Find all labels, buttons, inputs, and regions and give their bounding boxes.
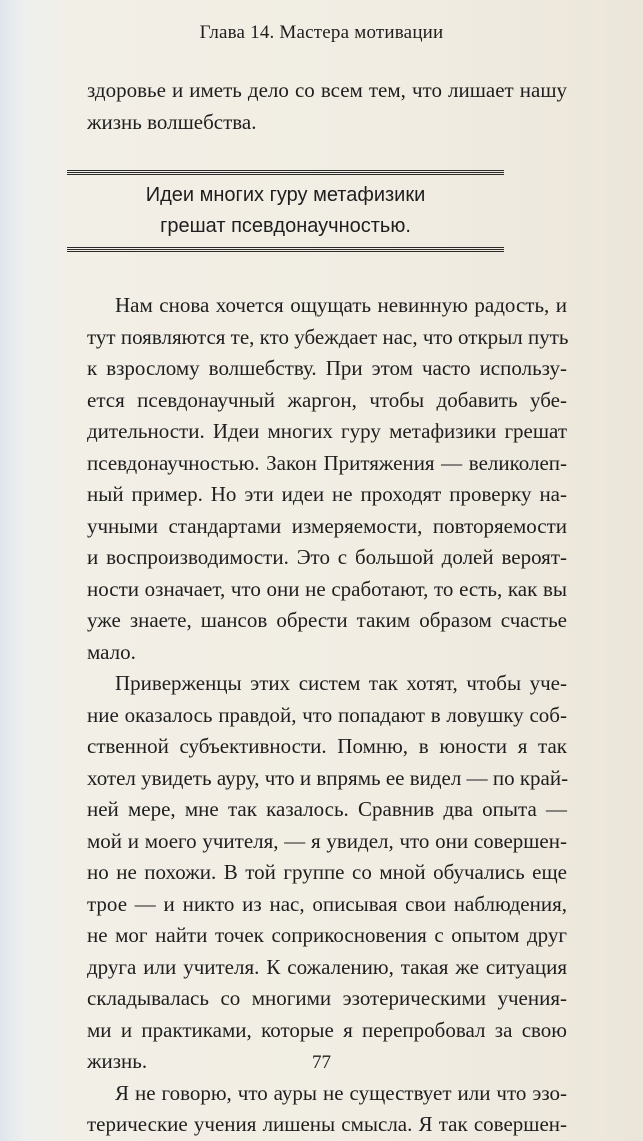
text-line: ный пример. Но эти идеи не проходят проверку на- <box>87 482 567 506</box>
page-number: 77 <box>312 1052 331 1073</box>
text-line: Нам снова хочется ощущать невинную радость, и <box>115 293 567 317</box>
text-line: жизнь. <box>87 1049 148 1073</box>
text-line: терические учения лишены смысла. Я так совершен- <box>87 1112 567 1136</box>
text-line: псевдонаучностью. Закон Притяжения — великолеп- <box>87 450 567 475</box>
text-line: дительности. Идеи многих гуру метафизики грешат <box>87 419 567 443</box>
text-line: хотел увидеть ауру, что и впрямь ее видел — по край- <box>87 765 569 790</box>
text-line: ности означает, что они не сработают, то есть, как вы <box>87 576 567 601</box>
text-line: мало. <box>87 639 136 664</box>
text-line: складывалась со многими эзотерическими учения- <box>87 986 567 1010</box>
text-line: здоровье и иметь дело со всем тем, что лишает нашу <box>87 78 567 102</box>
pull-quote-line: Идеи многих гуру метафизики <box>145 184 426 206</box>
text-line: и воспроизводимости. Это с большой долей вероят- <box>87 545 567 569</box>
text-line: тут появляются те, кто убеждает нас, что открыл путь <box>87 324 569 349</box>
running-head: Глава 14. Мастера мотивации <box>199 22 444 43</box>
pull-quote <box>67 180 504 242</box>
text-line: Я не говорю, что ауры не существует или что эзо- <box>115 1080 567 1105</box>
body-text <box>87 290 567 1141</box>
text-line: друга или учителя. К сожалению, такая же ситуация <box>87 954 567 979</box>
text-line: ется псевдонаучный жаргон, чтобы добавить убе- <box>87 387 567 412</box>
pull-quote-rule-bottom <box>67 247 504 252</box>
text-line: но не похожи. В той группе со мной обучались еще <box>87 860 567 884</box>
text-line: ние оказалось правдой, что попадают в ловушку соб- <box>87 702 567 727</box>
pull-quote-line: грешат псевдонаучностью. <box>160 215 411 237</box>
text-line: учными стандартами измеряемости, повторяемости <box>87 513 567 538</box>
intro-paragraph <box>87 75 567 138</box>
text-line: ней мере, мне так казалось. Сравнив два опыта — <box>87 797 567 821</box>
text-line: ми и практиками, которые я перепробовал за свою <box>87 1017 567 1042</box>
text-line: Приверженцы этих систем так хотят, чтобы уче- <box>115 671 567 695</box>
text-line: мой и моего учителя, — я увидел, что они совершен- <box>87 828 567 853</box>
text-line: уже знаете, шансов обрести таким образом счастье <box>87 608 567 632</box>
pull-quote-rule-top <box>67 170 504 175</box>
text-line: не мог найти точек соприкосновения с опытом друг <box>87 923 567 947</box>
text-line: к взрослому волшебству. При этом часто использу- <box>87 356 567 380</box>
text-line: жизнь волшебства. <box>87 109 257 134</box>
text-line: ственной субъективности. Помню, в юности я так <box>87 734 567 758</box>
text-line: трое — и никто из нас, описывая свои наблюдения, <box>87 891 567 916</box>
